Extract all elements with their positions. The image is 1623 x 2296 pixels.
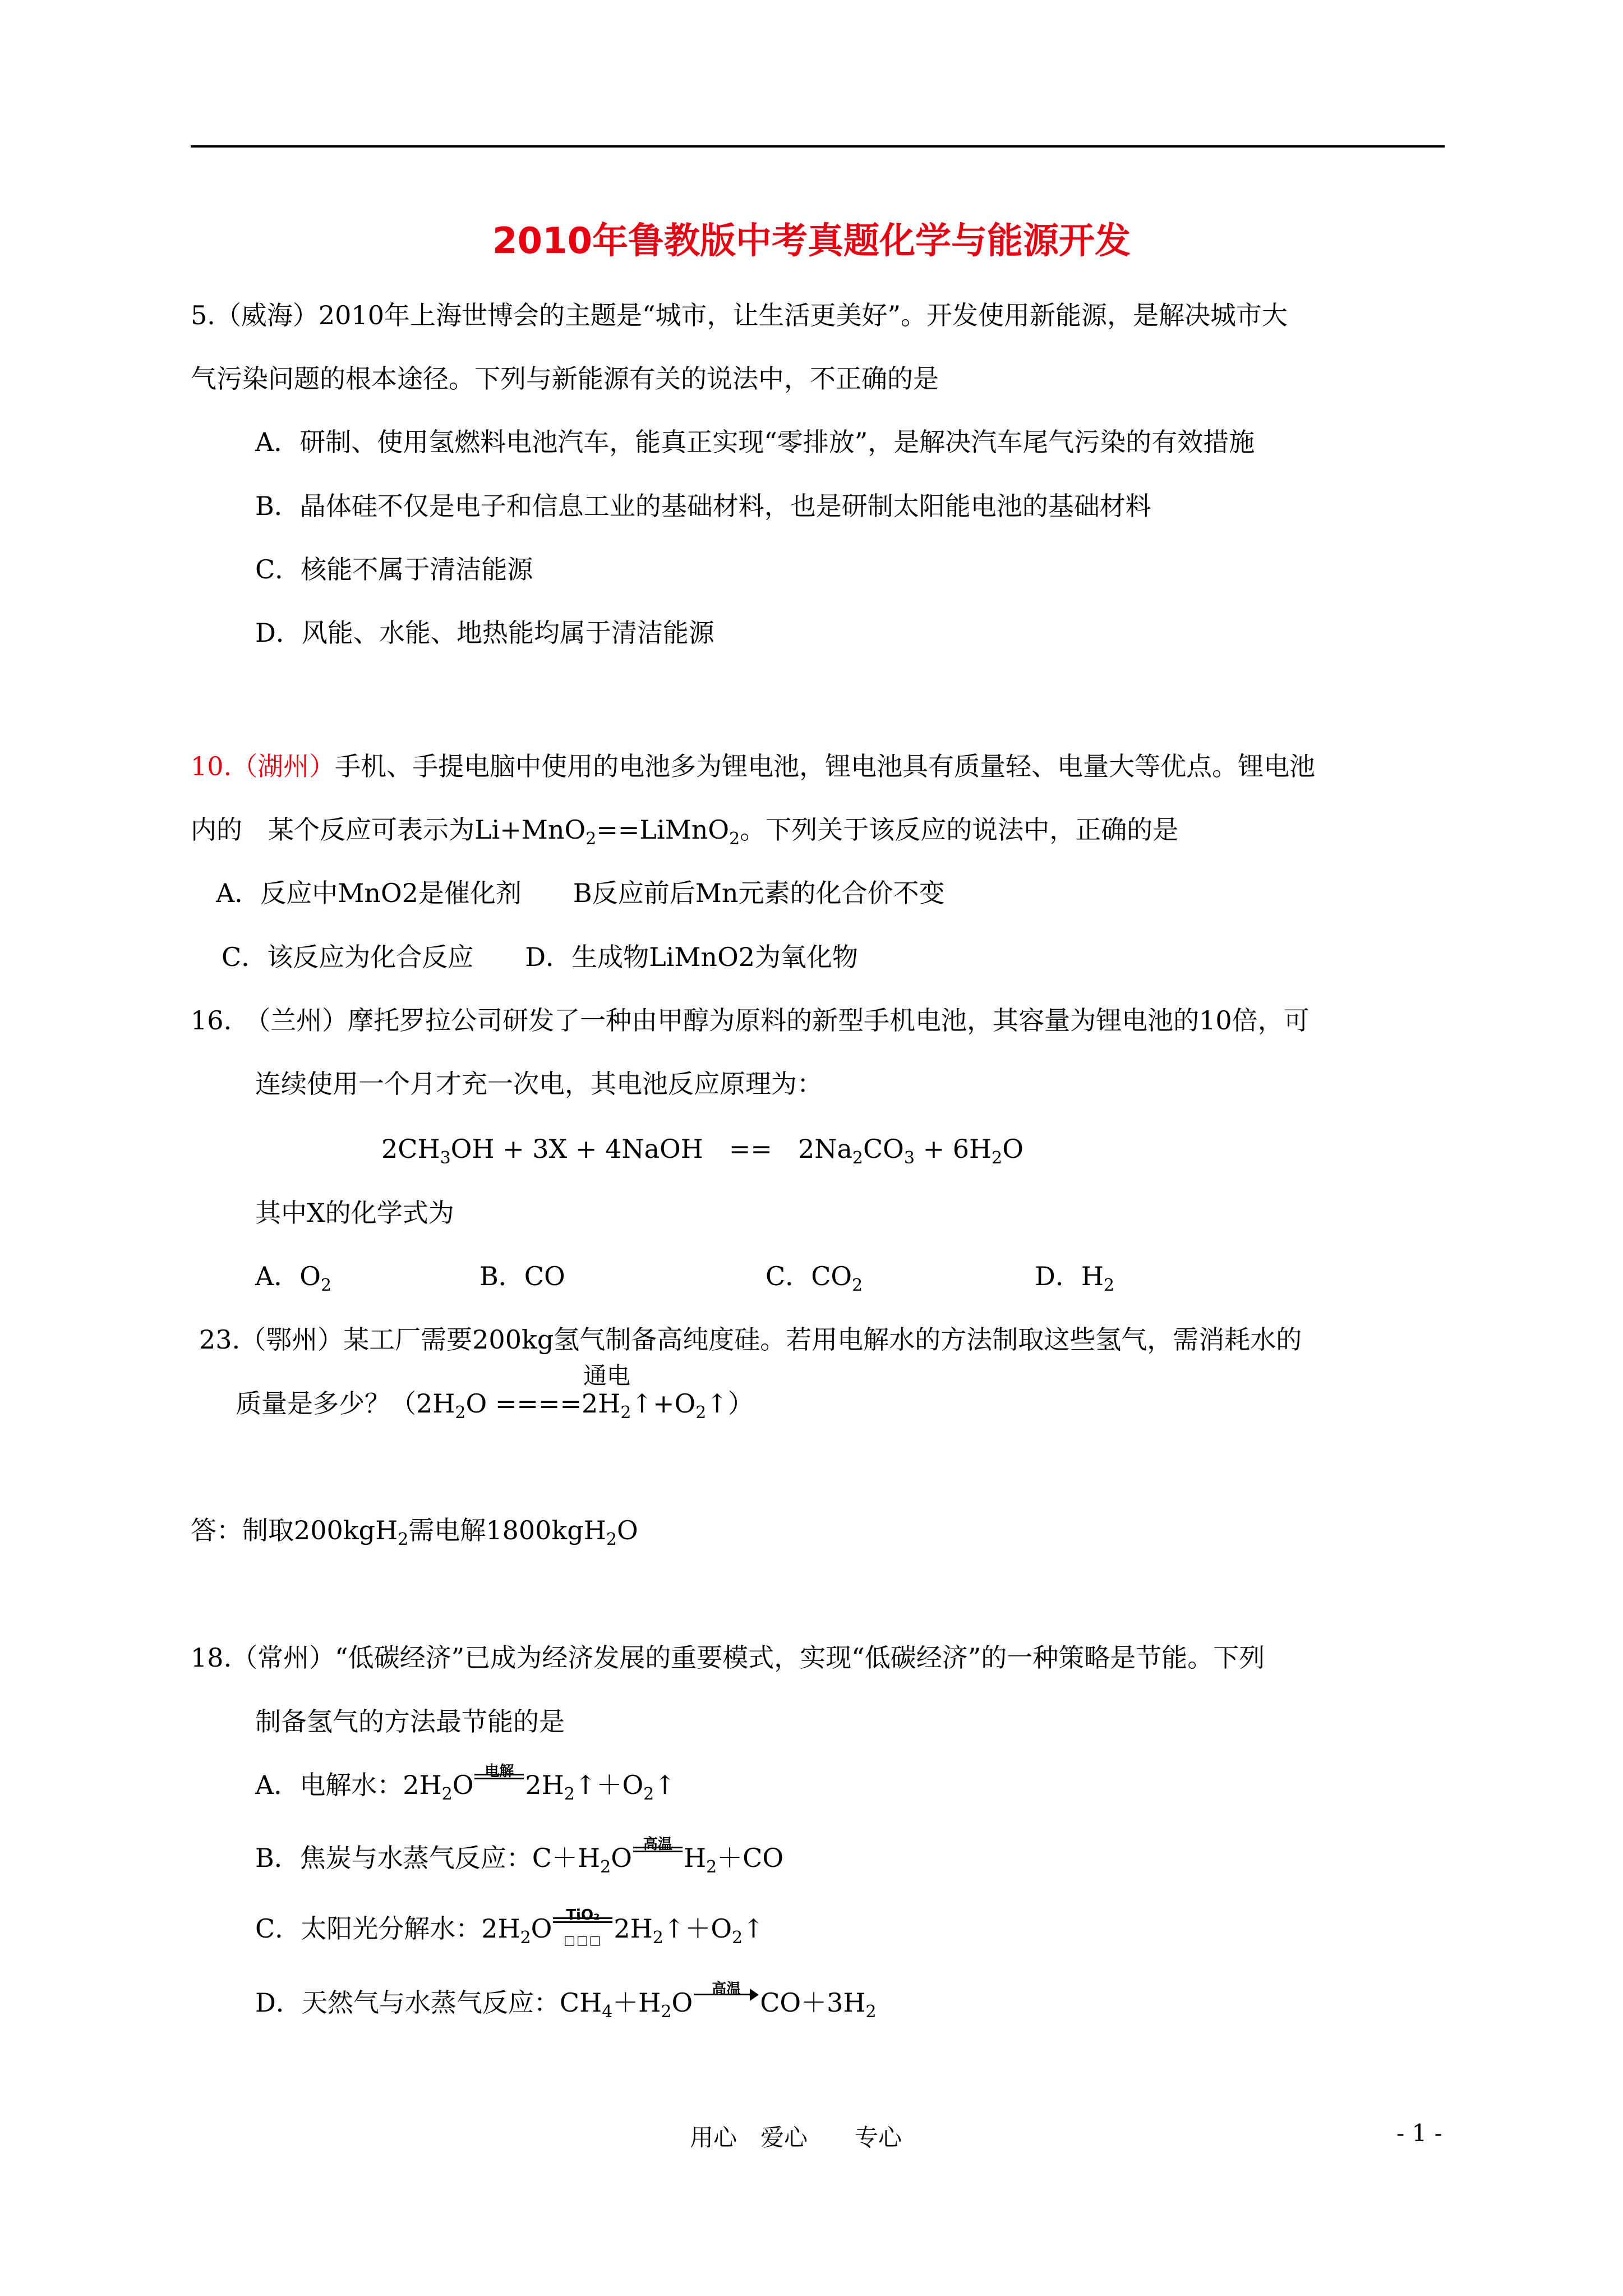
q18-line2: 制备氢气的方法最节能的是 bbox=[255, 1706, 565, 1737]
q18-option-d: D．天然气与水蒸气反应：$CH_4+H_2O$ 高温 $CO+3H_2$ bbox=[255, 1981, 877, 2022]
q10-options-cd: C．该反应为化合反应 D．生成物LiMnO2为氧化物 bbox=[222, 942, 859, 972]
q23-line2: 质量是多少？（$2H_2O$ $====2H_2↑+O_2↑$） bbox=[236, 1388, 754, 1423]
double-line-sign: 电解 bbox=[473, 1768, 525, 1794]
q5-line2: 气污染问题的根本途径。下列与新能源有关的说法中，不正确的是 bbox=[191, 364, 939, 394]
page-title: 2010年鲁教版中考真题化学与能源开发 bbox=[492, 220, 1131, 262]
q16-line2: 连续使用一个月才充一次电，其电池反应原理为： bbox=[255, 1069, 823, 1099]
footer-motto: 用心 爱心 专心 bbox=[690, 2124, 902, 2151]
q5-option-b: B．晶体硅不仅是电子和信息工业的基础材料，也是研制太阳能电池的基础材料 bbox=[255, 491, 1151, 521]
q23-answer: 答：制取200kgH$_2$需电解1800kgH$_2$O bbox=[191, 1515, 638, 1549]
q18-line1: 18.（常州）“低碳经济”已成为经济发展的重要模式，实现“低碳经济”的一种策略是节能。下列 bbox=[191, 1642, 1265, 1673]
q18-option-a: A．电解水：$2H_2O$ 电解 $2H_2↑+O_2↑$ bbox=[255, 1763, 676, 1804]
q16-line1: 16. （兰州）摩托罗拉公司研发了一种由甲醇为原料的新型手机电池，其容量为锂电池的10倍，可 bbox=[191, 1005, 1310, 1036]
double-line-sign: TiO₂ □□□ bbox=[552, 1912, 614, 1938]
arrow-sign: 高温 bbox=[693, 1986, 760, 2012]
q16-option-c: C．$CO_2$ bbox=[766, 1261, 863, 1295]
q16-ask: 其中X的化学式为 bbox=[255, 1198, 454, 1228]
q23-line1: 23.（鄂州）某工厂需要200kg氢气制备高纯度硅。若用电解水的方法制取这些氢气，需消耗水的 bbox=[199, 1324, 1302, 1355]
q5-line1: 5.（威海）2010年上海世博会的主题是“城市，让生活更美好”。开发使用新能源，是解决城市大 bbox=[191, 300, 1288, 330]
q10-line2: 内的 某个反应可表示为Li+MnO$_2$==LiMnO$_2$。下列关于该反应的说法中，正确的是 bbox=[191, 815, 1179, 849]
q23-condition: 通电 bbox=[583, 1362, 631, 1389]
q16-equation: $2CH_3OH + 3X$ + 4NaOH == $2Na_2CO_3 + 6H_2O$ bbox=[381, 1134, 1023, 1168]
q10-number: 10.（湖州） bbox=[191, 751, 335, 781]
double-line-sign: 高温 bbox=[632, 1841, 684, 1867]
q16-option-d: D．$H_2$ bbox=[1035, 1261, 1115, 1295]
q5-option-d: D．风能、水能、地热能均属于清洁能源 bbox=[255, 618, 714, 648]
q18-option-c: C．太阳光分解水：$2H_2O$ TiO₂ □□□ $2H_2↑+O_2↑$ bbox=[255, 1907, 764, 1948]
q18-option-b: B．焦炭与水蒸气反应：$C+H_2O$ 高温 $H_2+CO$ bbox=[255, 1836, 784, 1877]
q5-option-a: A．研制、使用氢燃料电池汽车，能真正实现“零排放”，是解决汽车尾气污染的有效措施 bbox=[255, 427, 1255, 457]
q10-line1: 10.（湖州）手机、手提电脑中使用的电池多为锂电池，锂电池具有质量轻、电量大等优点。锂电池 bbox=[191, 751, 1316, 781]
q10-options-ab: A．反应中MnO2是催化剂 B反应前后Mn元素的化合价不变 bbox=[216, 878, 945, 908]
header-rule bbox=[191, 145, 1445, 148]
page-number: - 1 - bbox=[1396, 2119, 1442, 2147]
q16-option-a: A．$O_2$ bbox=[255, 1261, 332, 1295]
q16-option-b: B．CO bbox=[479, 1261, 565, 1291]
q5-option-c: C．核能不属于清洁能源 bbox=[255, 554, 533, 585]
